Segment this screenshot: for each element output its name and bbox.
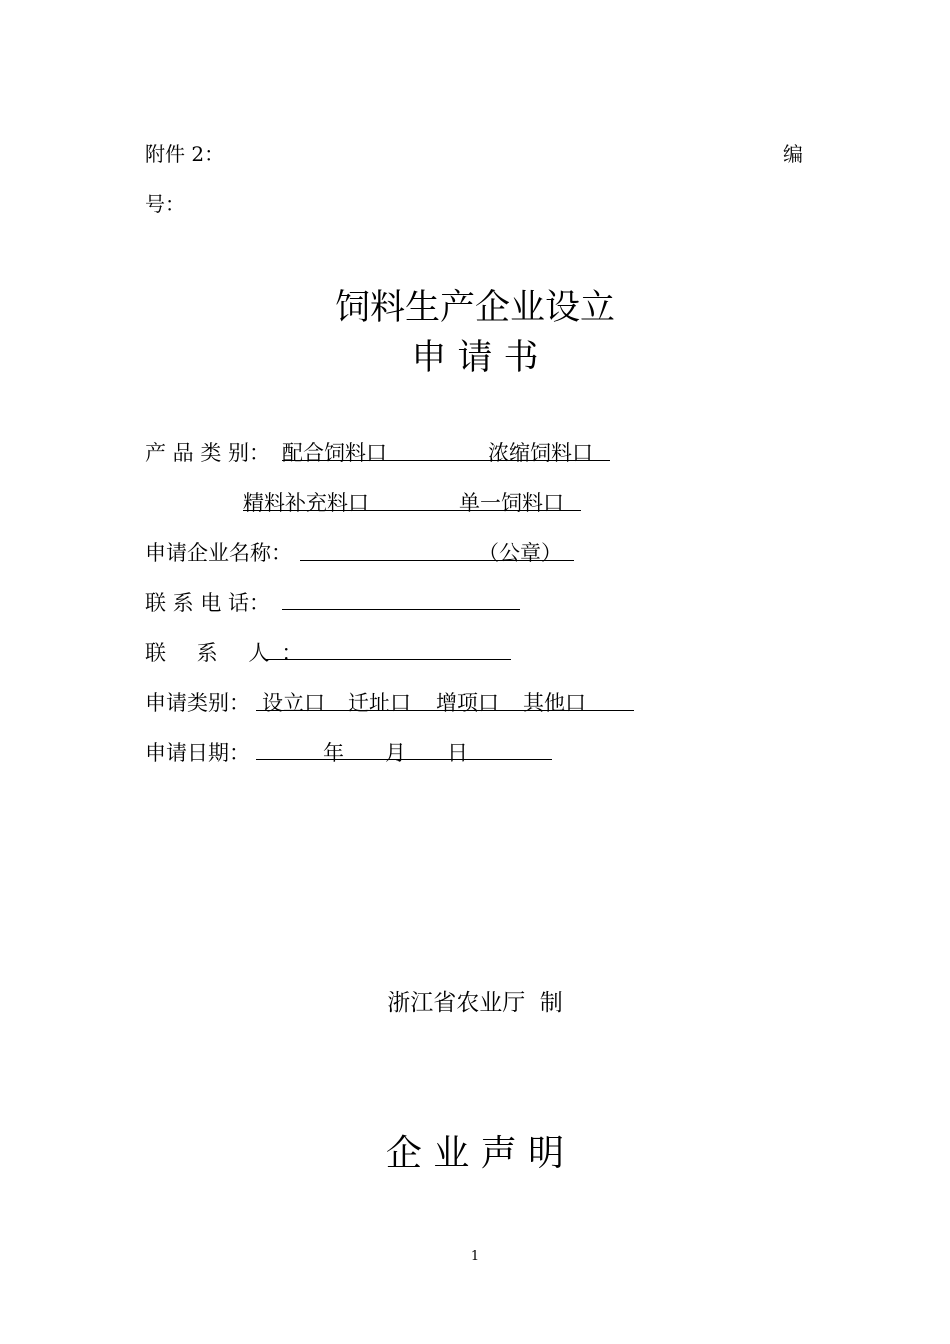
date-day: 日 xyxy=(447,741,468,765)
serial-label-part1: 编 xyxy=(783,142,803,166)
date-month: 月 xyxy=(385,741,406,765)
contact-label: 联 系 人： xyxy=(145,641,315,665)
declaration-title: 企 业 声 明 xyxy=(385,1133,565,1174)
option-concentrate-feed[interactable]: 浓缩饲料口 xyxy=(488,441,593,465)
product-category-label: 产 品 类 别： xyxy=(145,441,271,465)
document-title-line1: 饲料生产企业设立 xyxy=(334,288,615,328)
apply-type-label: 申请类别： xyxy=(145,691,250,715)
document-title-line2: 申 请 书 xyxy=(411,338,539,378)
date-year: 年 xyxy=(323,741,344,765)
attachment-label: 附件 2： xyxy=(145,142,225,166)
option-single-feed[interactable]: 单一饲料口 xyxy=(459,491,564,515)
option-supplement-feed[interactable]: 精料补充料口 xyxy=(243,491,369,515)
phone-field[interactable] xyxy=(282,609,520,610)
phone-label: 联 系 电 话： xyxy=(145,591,271,615)
contact-field[interactable] xyxy=(266,659,511,660)
issuer-text: 浙江省农业厅 制 xyxy=(387,990,563,1016)
apply-type-other[interactable]: 其他口 xyxy=(523,691,586,715)
option-compound-feed[interactable]: 配合饲料口 xyxy=(282,441,387,465)
company-seal-note: （公章） xyxy=(478,541,562,565)
apply-type-add-item[interactable]: 增项口 xyxy=(436,691,499,715)
apply-type-establish[interactable]: 设立口 xyxy=(262,691,325,715)
apply-date-label: 申请日期： xyxy=(145,741,250,765)
page-number: 1 xyxy=(470,1249,480,1264)
company-name-label: 申请企业名称： xyxy=(145,541,292,565)
serial-label-part2: 号： xyxy=(145,192,185,216)
apply-type-relocate[interactable]: 迁址口 xyxy=(348,691,411,715)
